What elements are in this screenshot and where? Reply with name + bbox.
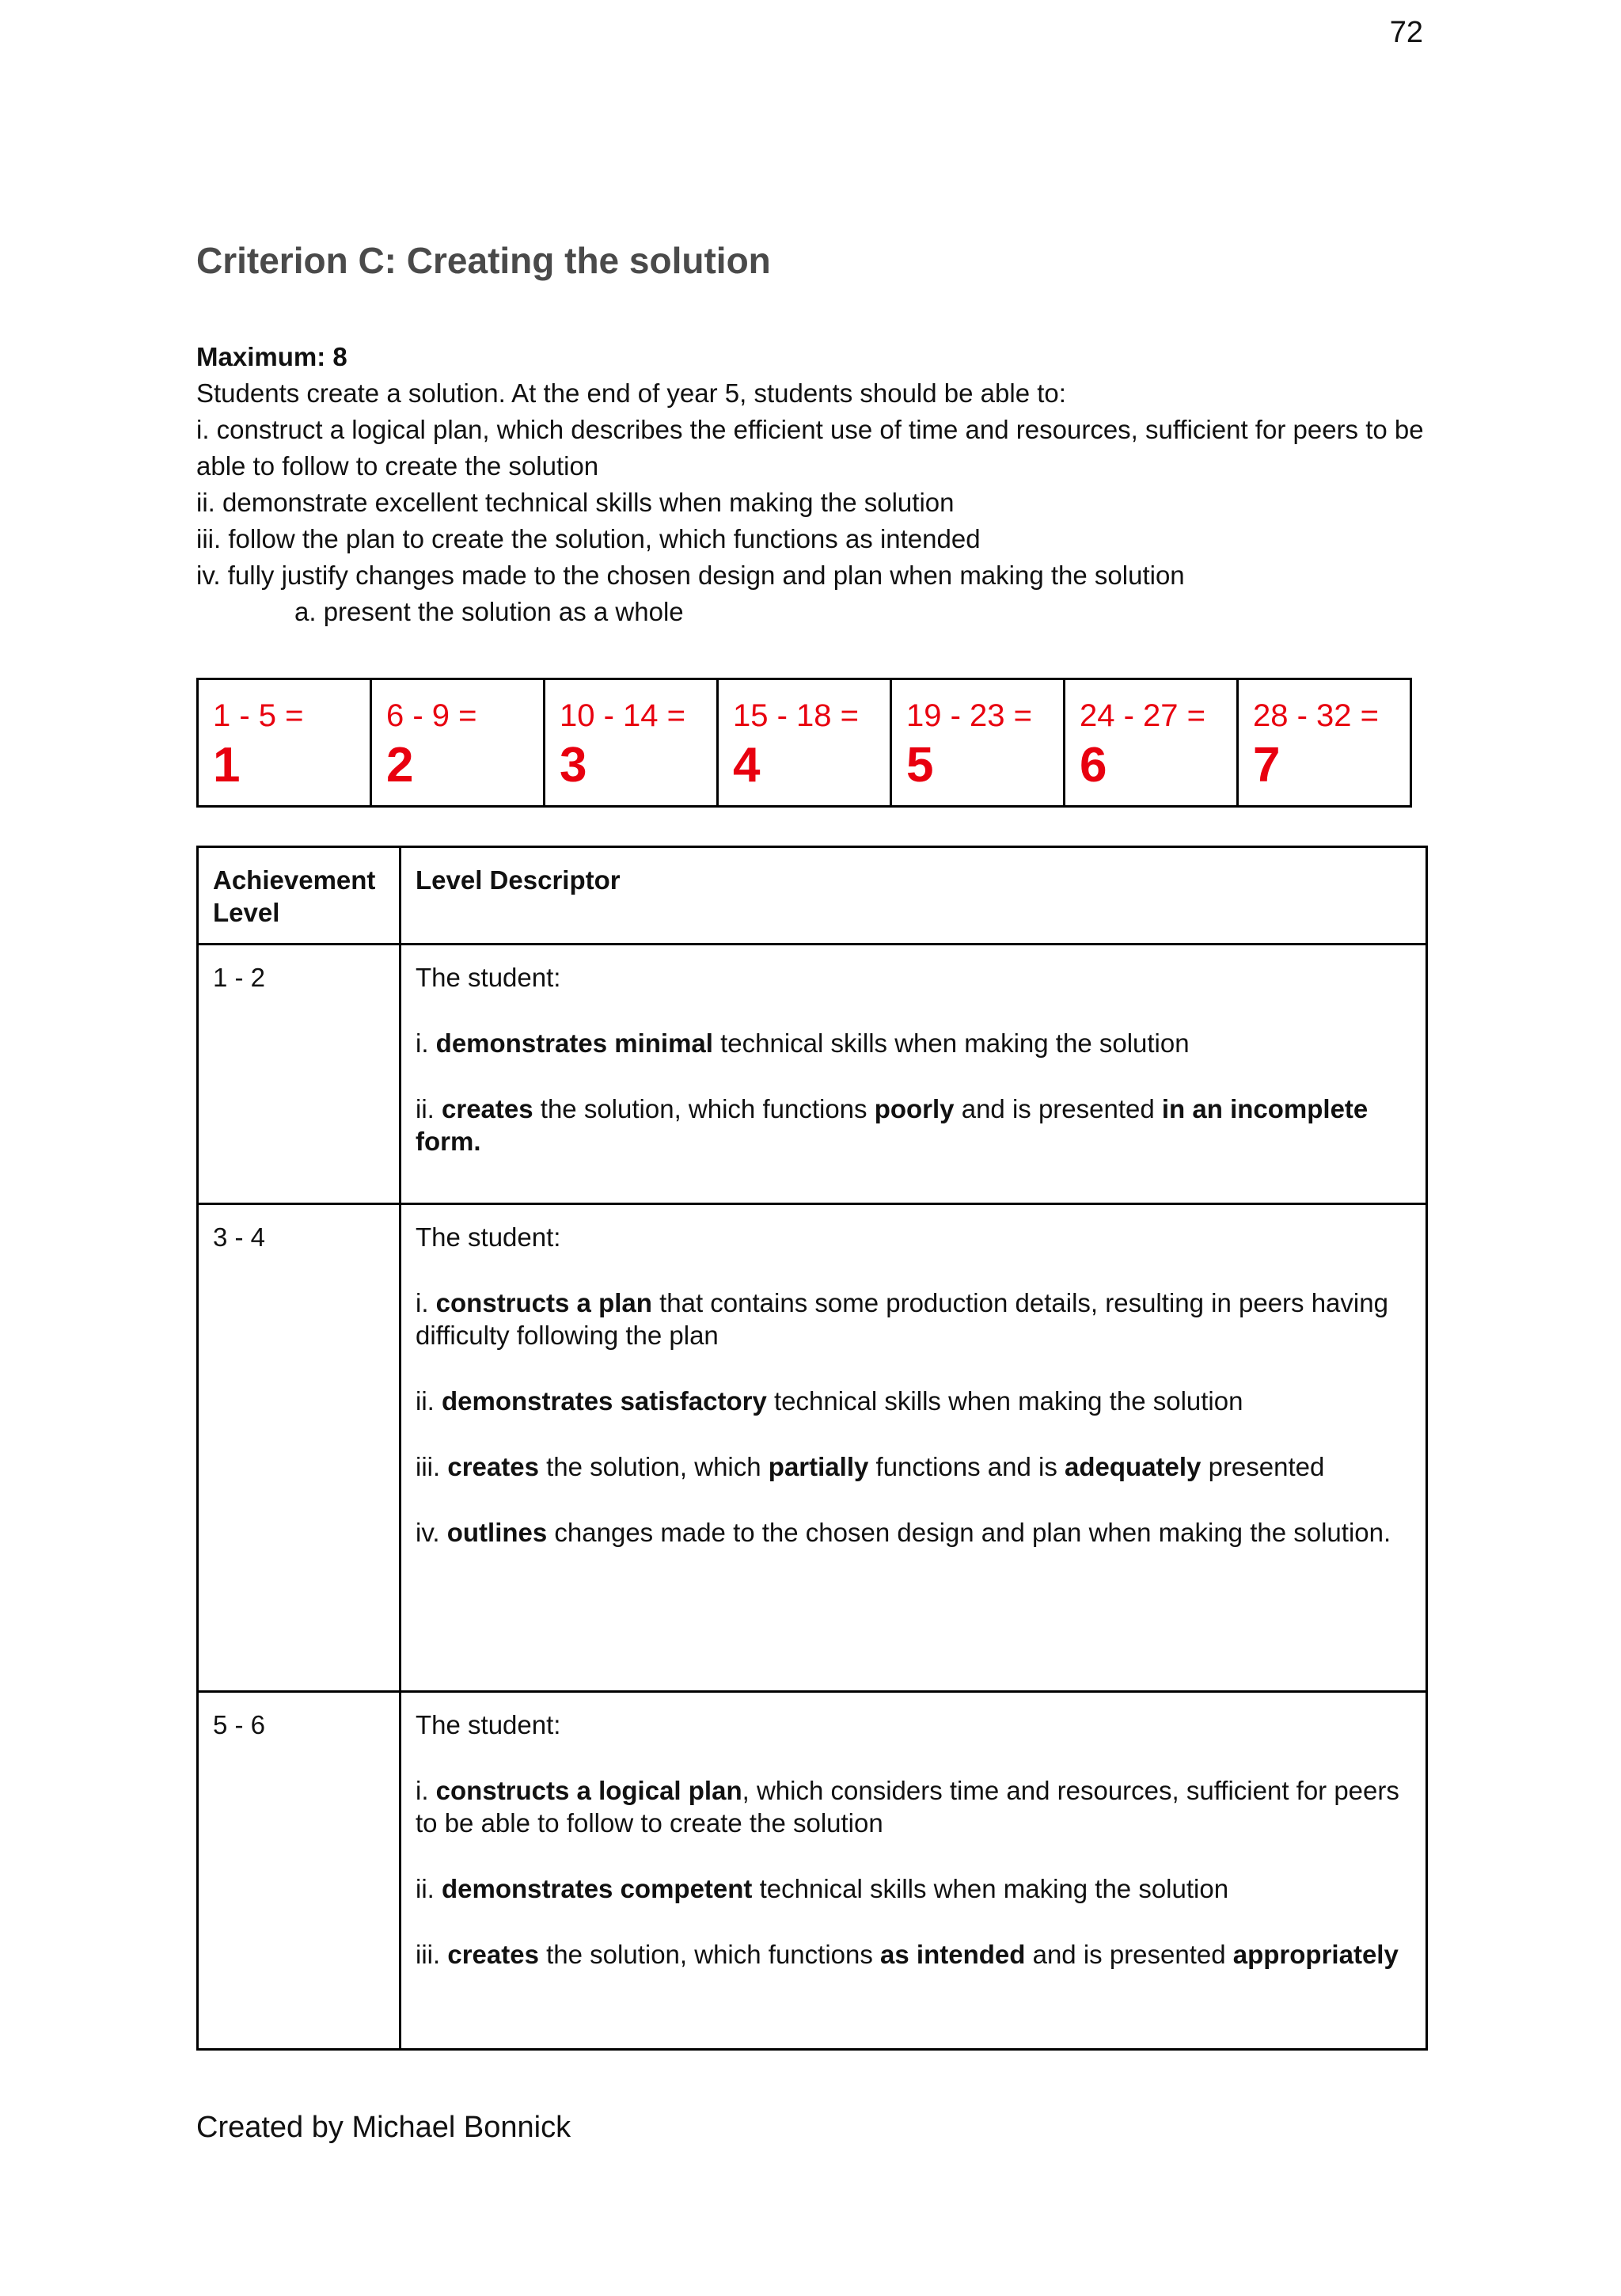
page-title: Criterion C: Creating the solution (196, 240, 771, 281)
grade-cell (718, 679, 891, 807)
grade-range: 1 - 5 = (213, 698, 304, 733)
objective-iii: iii. follow the plan to create the solution, which functions as intended (196, 524, 981, 553)
grade-value: 3 (560, 738, 587, 793)
grade-value: 6 (1080, 738, 1107, 793)
grade-cell (371, 679, 545, 807)
level-descriptor-table (196, 846, 1428, 2051)
grade-range: 24 - 27 = (1080, 698, 1206, 733)
grade-range: 10 - 14 = (560, 698, 686, 733)
grade-cell (198, 679, 371, 807)
descriptor-item: iv. outlines changes made to the chosen design and plan when making the solution. (416, 1518, 1391, 1547)
grade-value: 1 (213, 738, 241, 793)
grade-cell (1238, 679, 1411, 807)
descriptor-intro: The student: (416, 963, 561, 992)
table-row (198, 945, 1427, 1204)
achievement-level: 1 - 2 (198, 945, 401, 1204)
descriptor-item: ii. demonstrates competent technical skills when making the solution (416, 1874, 1229, 1903)
maximum-score: Maximum: 8 (196, 342, 347, 371)
grade-value: 5 (906, 738, 934, 793)
objective-ii: ii. demonstrate excellent technical skills when making the solution (196, 488, 955, 517)
objective-sub-a: a. present the solution as a whole (294, 597, 684, 626)
achievement-level: 5 - 6 (198, 1692, 401, 2050)
achievement-level: 3 - 4 (198, 1204, 401, 1692)
grade-value: 2 (386, 738, 414, 793)
descriptor-item: ii. creates the solution, which functions poorly and is presented in an incomplete form. (416, 1094, 1369, 1156)
grade-cell (891, 679, 1065, 807)
table-row (198, 1692, 1427, 2050)
grade-value: 7 (1253, 738, 1281, 793)
level-descriptor (401, 945, 1427, 1204)
level-descriptor (401, 1204, 1427, 1692)
grade-range: 28 - 32 = (1253, 698, 1380, 733)
level-descriptor (401, 1692, 1427, 2050)
page-number: 72 (1389, 16, 1423, 49)
objective-iv: iv. fully justify changes made to the chosen design and plan when making the solution (196, 561, 1185, 590)
descriptor-intro: The student: (416, 1710, 561, 1739)
footer-credit: Created by Michael Bonnick (196, 2111, 571, 2144)
descriptor-item: i. constructs a plan that contains some production details, resulting in peers having difficulty following the plan (416, 1288, 1388, 1350)
descriptor-item: ii. demonstrates satisfactory technical skills when making the solution (416, 1386, 1243, 1416)
grade-cell (1065, 679, 1238, 807)
grade-value: 4 (733, 738, 761, 793)
grade-range: 15 - 18 = (733, 698, 860, 733)
header-level-descriptor: Level Descriptor (401, 847, 1427, 945)
descriptor-intro: The student: (416, 1222, 561, 1252)
descriptor-item: i. demonstrates minimal technical skills when making the solution (416, 1028, 1190, 1058)
descriptor-item: iii. creates the solution, which functions as intended and is presented appropriately (416, 1940, 1399, 1969)
grade-cell (545, 679, 718, 807)
grade-boundary-table (196, 678, 1412, 808)
header-achievement-level: Achievement Level (198, 847, 401, 945)
table-row (198, 1204, 1427, 1692)
grade-boundary-row (198, 679, 1411, 807)
descriptor-item: i. constructs a logical plan, which considers time and resources, sufficient for peers to be able to follow to create the solution (416, 1776, 1399, 1838)
grade-range: 6 - 9 = (386, 698, 477, 733)
grade-range: 19 - 23 = (906, 698, 1033, 733)
table-header-row (198, 847, 1427, 945)
criterion-intro (196, 339, 1431, 630)
intro-line: Students create a solution. At the end of year 5, students should be able to: (196, 378, 1066, 408)
objective-i: i. construct a logical plan, which describes the efficient use of time and resources, sufficient for peers to be able to follow to create the solution (196, 415, 1424, 481)
descriptor-item: iii. creates the solution, which partially functions and is adequately presented (416, 1452, 1325, 1481)
